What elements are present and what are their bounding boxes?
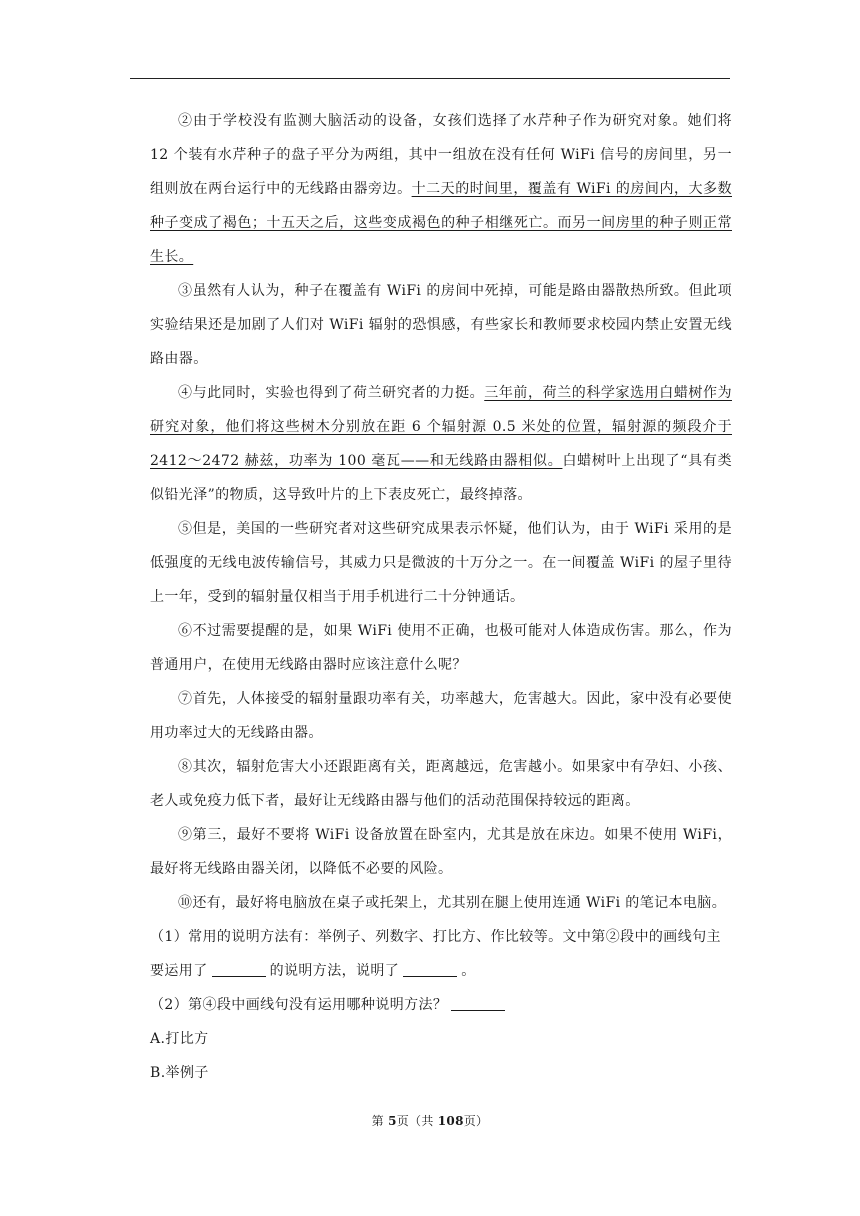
paragraph-2-underlined-sentence: 十二天的时间里，覆盖有 WiFi 的房间内，大多数种子变成了褐色；十五天之后，这些变成褐色的种子相继死亡。而另一间房里的种子则正常生长。	[150, 181, 732, 265]
header-rule	[130, 78, 730, 79]
paragraph-2-text: ②由于学校没有监测大脑活动的设备，女孩们选择了水芹种子作为研究对象。她们将 12 个装有水芹种子的盘子平分为两组，其中一组放在没有任何 WiFi 信号的房间里，另一组则放在两台运行中的无线路由器旁边。	[150, 113, 732, 197]
paragraph-8: ⑧其次，辐射危害大小还跟距离有关，距离越远，危害越小。如果家中有孕妇、小孩、老人或免疫力低下者，最好让无线路由器与他们的活动范围保持较远的距离。	[150, 759, 732, 809]
question-2-text: （2）第④段中画线句没有运用哪种说明方法？	[150, 997, 448, 1013]
paragraph-4-tail: 白蜡树叶上出现了“具有类似铅光泽”的物质，这导致叶片的上下表皮死亡，最终掉落。	[150, 453, 732, 503]
paragraph-4-underlined-sentence: 三年前，荷兰的科学家选用白蜡树作为研究对象，他们将这些树木分别放在距 6 个辐射源 0.5 米处的位置，辐射源的频段介于 2412～2472 赫兹，功率为 100 毫瓦——和无线路由器相似。	[150, 385, 732, 469]
footer-suffix: 页）	[463, 1114, 489, 1128]
question-1-text-c: 。	[461, 963, 476, 979]
paragraph-4-text: ④与此同时，实验也得到了荷兰研究者的力挺。	[178, 385, 485, 401]
paragraph-9: ⑨第三，最好不要将 WiFi 设备放置在卧室内，尤其是放在床边。如果不使用 WiFi，最好将无线路由器关闭，以降低不必要的风险。	[150, 827, 732, 877]
option-b[interactable]: B.举例子	[150, 1065, 209, 1081]
footer-middle: 页（共	[396, 1114, 438, 1128]
question-1	[150, 920, 732, 988]
footer-total-pages: 108	[437, 1114, 464, 1128]
question-2	[150, 988, 732, 1022]
footer-page-number: 5	[388, 1114, 397, 1128]
option-a[interactable]: A.打比方	[150, 1031, 209, 1047]
answer-blank-1[interactable]	[212, 962, 266, 977]
paragraph-7: ⑦首先，人体接受的辐射量跟功率有关，功率越大，危害越大。因此，家中没有必要使用功率过大的无线路由器。	[150, 691, 732, 741]
paragraph-5: ⑤但是，美国的一些研究者对这些研究成果表示怀疑，他们认为，由于 WiFi 采用的是低强度的无线电波传输信号，其威力只是微波的十万分之一。在一间覆盖 WiFi 的屋子里待上一年，受到的辐射量仅相当于用手机进行二十分钟通话。	[150, 521, 732, 605]
answer-blank-2[interactable]	[403, 962, 457, 977]
paragraph-4	[150, 376, 732, 512]
paragraph-6: ⑥不过需要提醒的是，如果 WiFi 使用不正确，也极可能对人体造成伤害。那么，作为普通用户，在使用无线路由器时应该注意什么呢？	[150, 623, 732, 673]
page-footer	[0, 1112, 860, 1129]
document-body	[150, 104, 732, 1090]
paragraph-10: ⑩还有，最好将电脑放在桌子或托架上，尤其别在腿上使用连通 WiFi 的笔记本电脑。	[178, 895, 727, 911]
question-1-text-a: （1）常用的说明方法有：举例子、列数字、打比方、作比较等。文中第②段中的画线句主要运用了	[150, 929, 721, 979]
answer-blank-3[interactable]	[451, 996, 505, 1011]
paragraph-2	[150, 104, 732, 274]
question-1-text-b: 的说明方法，说明了	[269, 963, 400, 979]
paragraph-3: ③虽然有人认为，种子在覆盖有 WiFi 的房间中死掉，可能是路由器散热所致。但此项实验结果还是加剧了人们对 WiFi 辐射的恐惧感，有些家长和教师要求校园内禁止安置无线路由器。	[150, 283, 732, 367]
footer-prefix: 第	[371, 1114, 389, 1128]
